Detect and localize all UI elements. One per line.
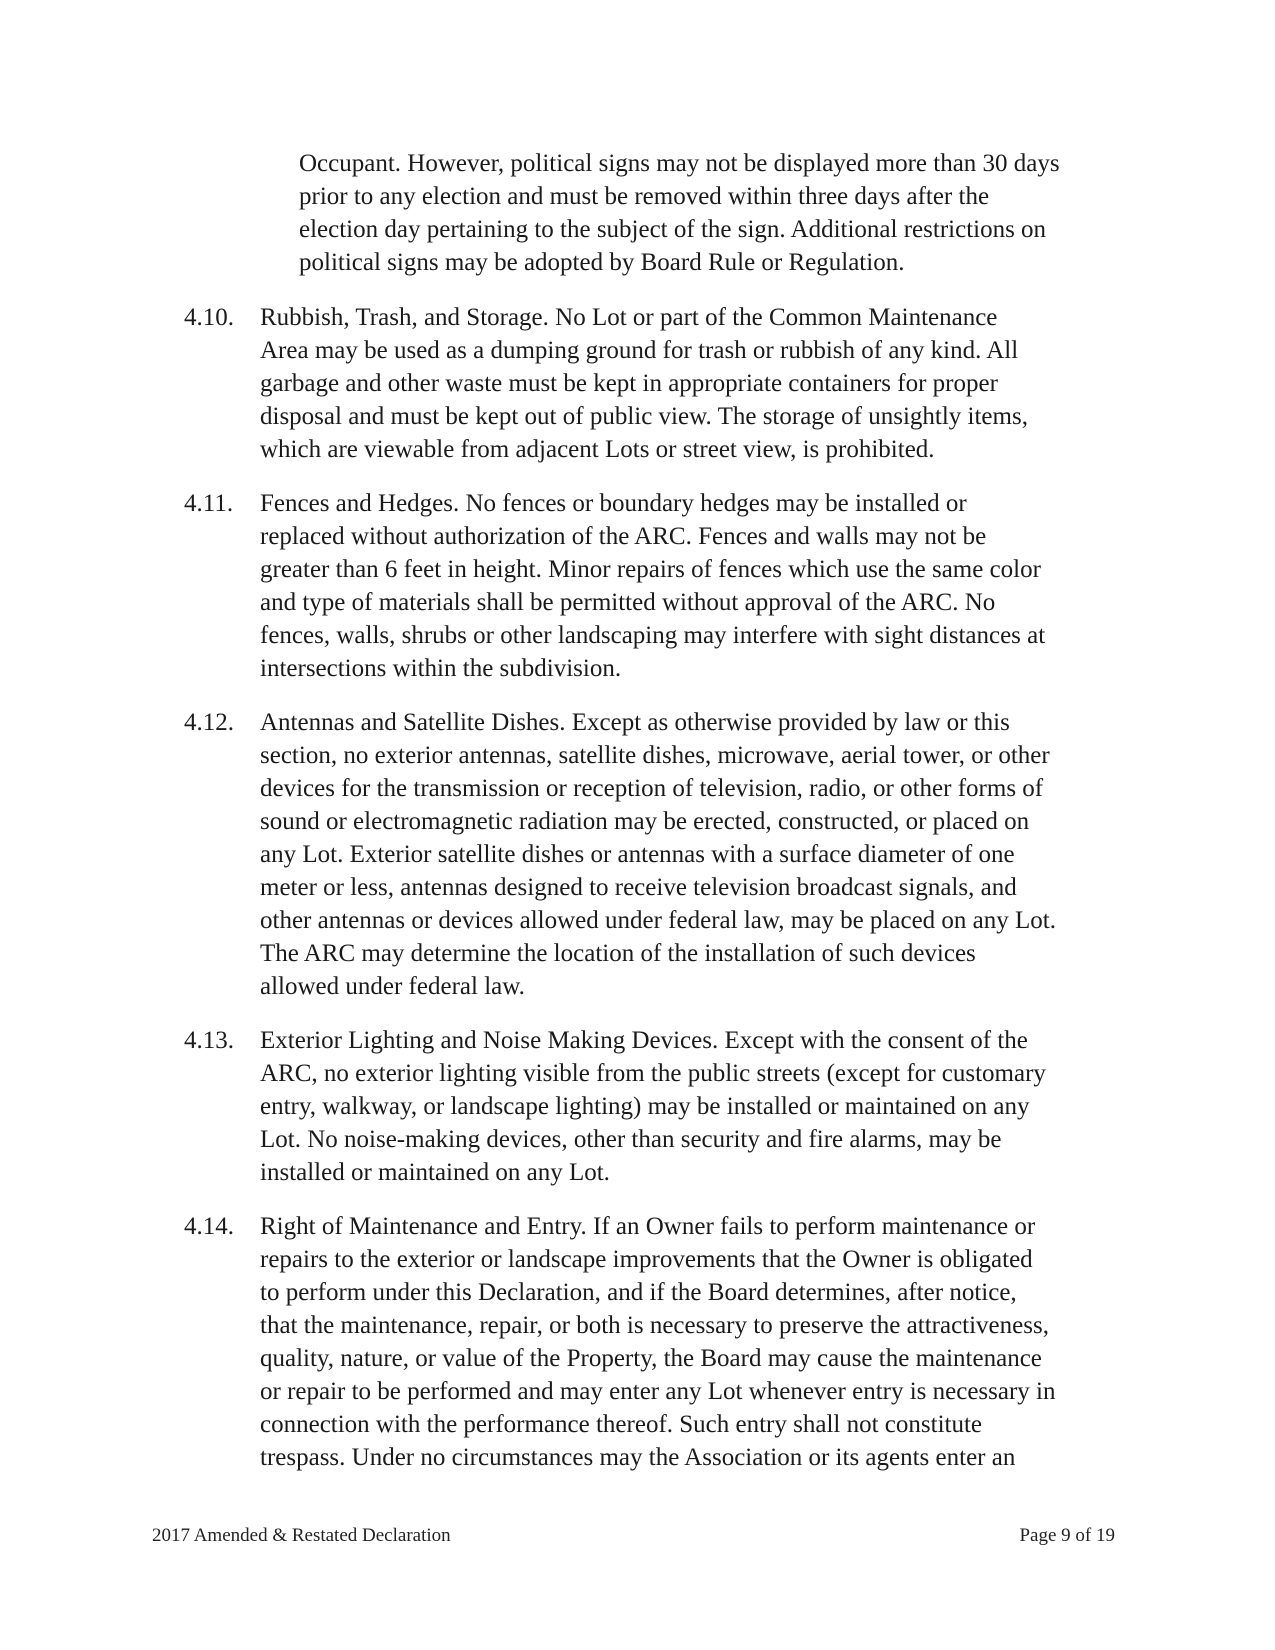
text-line: devices for the transmission or reception of television, radio, or other forms of <box>260 775 1044 802</box>
section-number: 4.12. <box>184 709 234 736</box>
section-number: 4.13. <box>184 1027 234 1054</box>
text-line: and type of materials shall be permitted without approval of the ARC. No <box>260 589 996 616</box>
text-line: trespass. Under no circumstances may the Association or its agents enter an <box>260 1444 1016 1471</box>
text-line: installed or maintained on any Lot. <box>260 1159 610 1186</box>
section-number: 4.10. <box>184 304 234 331</box>
text-line: which are viewable from adjacent Lots or street view, is prohibited. <box>260 436 935 463</box>
footer-page-number: Page 9 of 19 <box>1019 1525 1115 1546</box>
text-line: to perform under this Declaration, and if the Board determines, after notice, <box>260 1279 1017 1306</box>
text-line: Exterior Lighting and Noise Making Devices. Except with the consent of the <box>260 1027 1028 1054</box>
text-line: allowed under federal law. <box>260 973 525 1000</box>
text-line: Rubbish, Trash, and Storage. No Lot or part of the Common Maintenance <box>260 304 998 331</box>
text-line: replaced without authorization of the ARC. Fences and walls may not be <box>260 523 987 550</box>
text-line: ARC, no exterior lighting visible from the public streets (except for customary <box>260 1060 1046 1087</box>
text-line: connection with the performance thereof. Such entry shall not constitute <box>260 1411 982 1438</box>
text-line: quality, nature, or value of the Property, the Board may cause the maintenance <box>260 1345 1042 1372</box>
text-line: disposal and must be kept out of public view. The storage of unsightly items, <box>260 403 1028 430</box>
section-number: 4.14. <box>184 1213 234 1240</box>
text-line: political signs may be adopted by Board Rule or Regulation. <box>299 249 905 276</box>
text-line: Right of Maintenance and Entry. If an Owner fails to perform maintenance or <box>260 1213 1036 1240</box>
text-line: Occupant. However, political signs may not be displayed more than 30 days <box>299 150 1060 177</box>
text-line: garbage and other waste must be kept in appropriate containers for proper <box>260 370 998 397</box>
text-line: that the maintenance, repair, or both is necessary to preserve the attractiveness, <box>260 1312 1049 1339</box>
text-line: Antennas and Satellite Dishes. Except as otherwise provided by law or this <box>260 709 1010 736</box>
text-line: other antennas or devices allowed under federal law, may be placed on any Lot. <box>260 907 1056 934</box>
text-line: intersections within the subdivision. <box>260 655 622 682</box>
text-line: meter or less, antennas designed to receive television broadcast signals, and <box>260 874 1017 901</box>
text-line: sound or electromagnetic radiation may be erected, constructed, or placed on <box>260 808 1030 835</box>
text-line: The ARC may determine the location of the installation of such devices <box>260 940 976 967</box>
text-line: any Lot. Exterior satellite dishes or antennas with a surface diameter of one <box>260 841 1015 868</box>
footer-document-title: 2017 Amended & Restated Declaration <box>152 1525 451 1546</box>
text-line: Lot. No noise-making devices, other than security and fire alarms, may be <box>260 1126 1002 1153</box>
text-line: or repair to be performed and may enter any Lot whenever entry is necessary in <box>260 1378 1056 1405</box>
text-line: Fences and Hedges. No fences or boundary hedges may be installed or <box>260 490 967 517</box>
text-line: greater than 6 feet in height. Minor repairs of fences which use the same color <box>260 556 1041 583</box>
section-number: 4.11. <box>184 490 234 517</box>
text-line: Area may be used as a dumping ground for trash or rubbish of any kind. All <box>260 337 1019 364</box>
text-line: election day pertaining to the subject of the sign. Additional restrictions on <box>299 216 1047 243</box>
text-line: repairs to the exterior or landscape improvements that the Owner is obligated <box>260 1246 1033 1273</box>
text-line: fences, walls, shrubs or other landscaping may interfere with sight distances at <box>260 622 1046 649</box>
text-line: section, no exterior antennas, satellite dishes, microwave, aerial tower, or other <box>260 742 1050 769</box>
text-line: entry, walkway, or landscape lighting) may be installed or maintained on any <box>260 1093 1030 1120</box>
text-line: prior to any election and must be removed within three days after the <box>299 183 990 210</box>
